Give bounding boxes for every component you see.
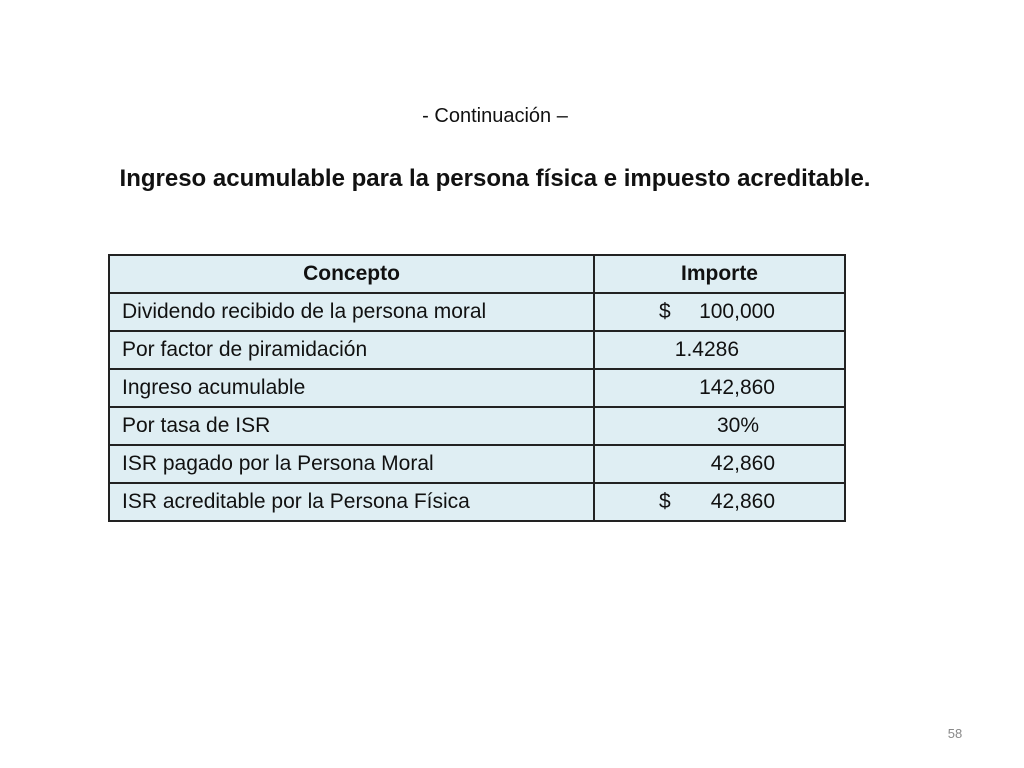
concept-cell: Dividendo recibido de la persona moral: [109, 293, 594, 331]
header-importe: Importe: [594, 255, 845, 293]
amount-cell: [594, 445, 845, 483]
amount-value: 100,000: [699, 300, 775, 323]
slide-title: Ingreso acumulable para la persona física e impuesto acreditable.: [119, 165, 871, 192]
table-row: [109, 407, 845, 445]
amount-cell: [594, 331, 845, 369]
amount-cell: [594, 407, 845, 445]
table-row: [109, 331, 845, 369]
amount-cell: [594, 369, 845, 407]
income-table: [108, 254, 846, 522]
currency-sign: $: [659, 300, 671, 323]
table-header-row: [109, 255, 845, 293]
table-row: [109, 445, 845, 483]
amount-cell: [594, 293, 845, 331]
concept-cell: ISR pagado por la Persona Moral: [109, 445, 594, 483]
amount-value: 1.4286: [674, 338, 739, 361]
amount-value: 42,860: [710, 452, 775, 475]
table-row: [109, 483, 845, 521]
table-row: [109, 369, 845, 407]
table-row: [109, 293, 845, 331]
concept-cell: Por factor de piramidación: [109, 331, 594, 369]
concept-cell: Por tasa de ISR: [109, 407, 594, 445]
concept-cell: ISR acreditable por la Persona Física: [109, 483, 594, 521]
currency-sign: $: [659, 490, 671, 513]
concept-cell: Ingreso acumulable: [109, 369, 594, 407]
slide-subtitle: - Continuación –: [422, 105, 568, 127]
amount-value: 30%: [716, 414, 759, 437]
amount-value: 142,860: [699, 376, 775, 399]
amount-value: 42,860: [710, 490, 775, 513]
amount-cell: [594, 483, 845, 521]
header-concepto: Concepto: [109, 255, 594, 293]
page-number: 58: [947, 726, 963, 741]
